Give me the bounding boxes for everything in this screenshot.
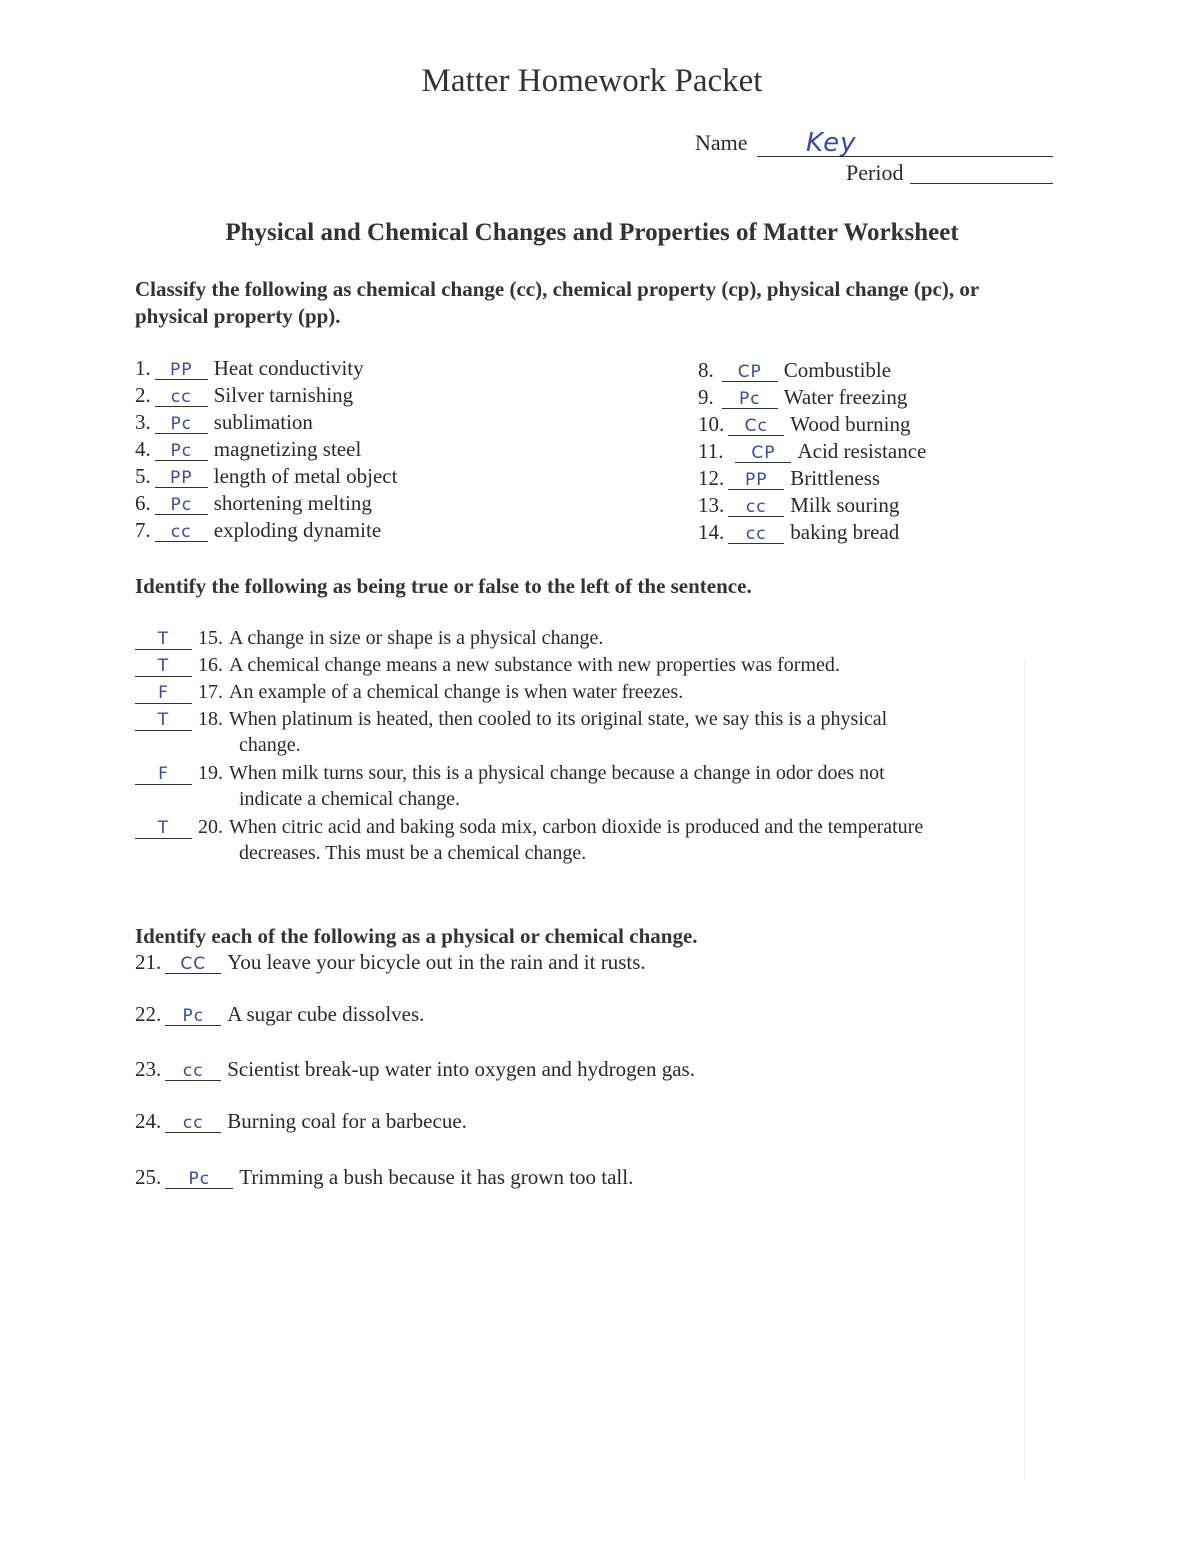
item-text: shortening melting (213, 491, 372, 515)
answer-blank (135, 681, 192, 704)
list-item (135, 383, 353, 408)
name-line (757, 156, 1053, 157)
list-item (135, 410, 313, 435)
handwritten-answer: PP (169, 468, 193, 488)
item-text: Brittleness (790, 466, 881, 490)
item-text: When citric acid and baking soda mix, carbon dioxide is produced and the temperature (229, 816, 924, 838)
item-text: Burning coal for a barbecue. (227, 1109, 467, 1133)
item-text: An example of a chemical change is when water freezes. (229, 681, 684, 703)
item-text: sublimation (213, 410, 313, 434)
answer-blank (135, 816, 192, 839)
answer-blank (728, 494, 784, 517)
item-number: 3. (135, 410, 151, 434)
list-item (135, 816, 923, 839)
handwritten-answer: Pc (170, 414, 193, 434)
item-text: magnetizing steel (213, 437, 362, 461)
answer-blank (722, 386, 778, 409)
answer-blank (155, 492, 208, 515)
handwritten-answer: Pc (182, 1006, 205, 1026)
item-number: 18. (198, 708, 223, 730)
handwritten-answer: T (157, 629, 170, 649)
scan-edge-line (1024, 660, 1025, 1480)
answer-blank (735, 440, 791, 463)
item-text: Heat conductivity (213, 356, 364, 380)
item-text: exploding dynamite (213, 518, 382, 542)
item-number: 8. (698, 358, 714, 382)
item-text: A chemical change means a new substance with new properties was formed. (229, 654, 840, 676)
section3-instructions: Identify each of the following as a physical or chemical change. (135, 924, 698, 948)
list-item (698, 520, 899, 545)
handwritten-answer: T (157, 818, 170, 838)
answer-blank (155, 357, 208, 380)
list-item (135, 762, 885, 785)
handwritten-answer: Pc (170, 441, 193, 461)
item-number: 25. (135, 1165, 162, 1189)
handwritten-answer: CC (180, 954, 207, 974)
answer-blank (155, 519, 208, 542)
section2-instructions: Identify the following as being true or false to the left of the sentence. (135, 574, 752, 598)
list-item (135, 437, 361, 462)
list-item (698, 439, 926, 464)
list-item (135, 950, 646, 975)
item-number: 21. (135, 950, 162, 974)
period-label: Period (846, 160, 904, 185)
answer-blank (155, 438, 208, 461)
worksheet-title: Physical and Chemical Changes and Properties of Matter Worksheet (225, 219, 959, 246)
item-number: 24. (135, 1109, 162, 1133)
item-number: 4. (135, 437, 151, 461)
list-item (135, 464, 397, 489)
item-number: 23. (135, 1057, 162, 1081)
item-number: 10. (698, 412, 725, 436)
item-number: 14. (698, 520, 725, 544)
item-continuation: decreases. This must be a chemical change. (239, 842, 587, 864)
item-number: 13. (698, 493, 725, 517)
item-number: 16. (198, 654, 223, 676)
handwritten-answer: cc (745, 524, 767, 544)
item-number: 17. (198, 681, 223, 703)
item-continuation: indicate a chemical change. (239, 788, 460, 810)
item-continuation: change. (239, 734, 301, 756)
handwritten-answer: PP (169, 360, 193, 380)
list-item (135, 681, 683, 704)
item-number: 15. (198, 627, 223, 649)
item-text: length of metal object (213, 464, 398, 488)
answer-blank (135, 708, 192, 731)
answer-blank (728, 413, 784, 436)
period-line (910, 183, 1053, 184)
handwritten-answer: cc (182, 1061, 204, 1081)
answer-blank (135, 627, 192, 650)
item-number: 19. (198, 762, 223, 784)
handwritten-answer: cc (745, 497, 767, 517)
name-value-handwritten: Key (806, 128, 857, 158)
list-item (135, 1109, 467, 1134)
item-number: 12. (698, 466, 725, 490)
item-text: Silver tarnishing (213, 383, 354, 407)
list-item (698, 466, 880, 491)
item-number: 1. (135, 356, 151, 380)
handwritten-answer: T (157, 710, 170, 730)
item-number: 22. (135, 1002, 162, 1026)
item-text: Scientist break-up water into oxygen and hydrogen gas. (227, 1057, 695, 1081)
handwritten-answer: Pc (738, 389, 761, 409)
name-label: Name (695, 130, 748, 155)
handwritten-answer: Pc (170, 495, 193, 515)
item-number: 5. (135, 464, 151, 488)
handwritten-answer: Cc (744, 416, 768, 436)
answer-blank (155, 384, 208, 407)
handwritten-answer: cc (170, 387, 192, 407)
list-item (698, 493, 899, 518)
handwritten-answer: cc (182, 1113, 204, 1133)
handwritten-answer: F (158, 683, 169, 703)
list-item (135, 1002, 424, 1027)
list-item (135, 356, 364, 381)
packet-title: Matter Homework Packet (421, 63, 763, 99)
list-item (135, 708, 887, 731)
item-number: 11. (698, 439, 724, 463)
answer-blank (135, 762, 192, 785)
answer-blank (722, 359, 778, 382)
item-text: Trimming a bush because it has grown too tall. (239, 1165, 634, 1189)
item-number: 9. (698, 385, 714, 409)
answer-blank (728, 467, 784, 490)
list-item (698, 385, 907, 410)
answer-blank (155, 465, 208, 488)
item-number: 20. (198, 816, 223, 838)
answer-blank (135, 654, 192, 677)
section1-instructions: Classify the following as chemical change (cc), chemical property (cp), physical change (pc), or physical property (pp). (135, 277, 979, 328)
item-text: A change in size or shape is a physical change. (229, 627, 604, 649)
item-number: 2. (135, 383, 151, 407)
item-text: When platinum is heated, then cooled to its original state, we say this is a physical (229, 708, 888, 730)
item-text: A sugar cube dissolves. (227, 1002, 425, 1026)
item-text: Milk souring (790, 493, 900, 517)
item-text: You leave your bicycle out in the rain and it rusts. (227, 950, 646, 974)
item-text: When milk turns sour, this is a physical change because a change in odor does not (229, 762, 885, 784)
item-number: 6. (135, 491, 151, 515)
list-item (135, 1057, 695, 1082)
handwritten-answer: CP (737, 362, 762, 382)
list-item (135, 627, 603, 650)
item-text: Acid resistance (797, 439, 927, 463)
answer-blank (728, 521, 784, 544)
handwritten-answer: T (157, 656, 170, 676)
item-text: Wood burning (790, 412, 911, 436)
list-item (135, 518, 381, 543)
answer-blank (165, 1110, 221, 1133)
answer-blank (165, 1058, 221, 1081)
handwritten-answer: CP (751, 443, 776, 463)
answer-blank (165, 1003, 221, 1026)
answer-blank (165, 1166, 233, 1189)
item-text: Water freezing (783, 385, 908, 409)
list-item (135, 491, 372, 516)
handwritten-answer: F (158, 764, 169, 784)
answer-blank (155, 411, 208, 434)
list-item (135, 654, 840, 677)
list-item (698, 412, 910, 437)
answer-blank (165, 951, 221, 974)
item-number: 7. (135, 518, 151, 542)
handwritten-answer: PP (744, 470, 768, 490)
list-item (135, 1165, 633, 1190)
item-text: baking bread (790, 520, 900, 544)
handwritten-answer: Pc (188, 1169, 211, 1189)
item-text: Combustible (783, 358, 892, 382)
handwritten-answer: cc (170, 522, 192, 542)
list-item (698, 358, 891, 383)
